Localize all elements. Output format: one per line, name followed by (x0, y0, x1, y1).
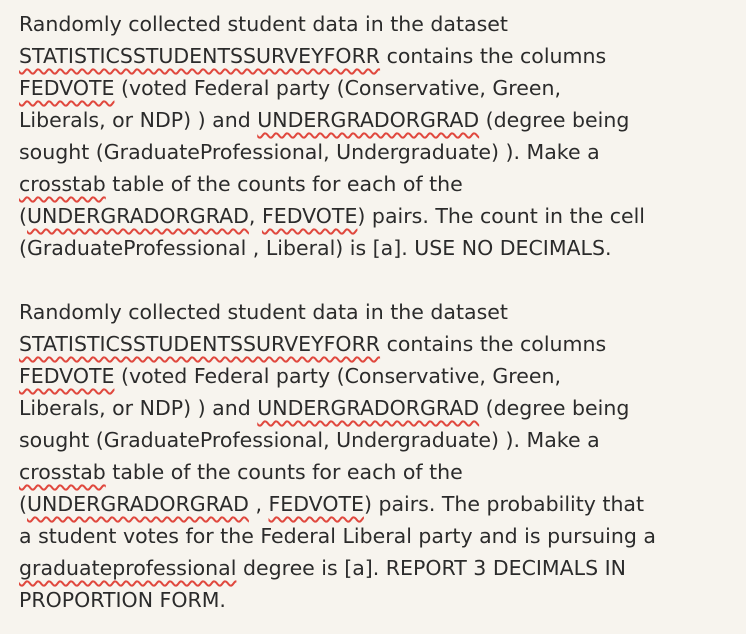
text-run: (GraduateProfessional , Liberal) is [a]. USE NO DECIMALS. (19, 236, 612, 260)
paragraph-2 (19, 296, 730, 616)
misspelled-word: FEDVOTE (268, 492, 364, 516)
text-run: sought (GraduateProfessional, Undergraduate) ). Make a (19, 428, 600, 452)
text-run: table of the counts for each of the (105, 172, 463, 196)
text-run: (voted Federal party (Conservative, Green, (114, 76, 561, 100)
misspelled-word: FEDVOTE (19, 364, 115, 388)
misspelled-word: crosstab (19, 460, 106, 484)
misspelled-word: STATISTICSSTUDENTSSURVEYFORR (19, 44, 381, 68)
text-run: contains the columns (380, 332, 607, 356)
text-line (19, 8, 730, 40)
text-line (19, 296, 730, 328)
misspelled-word: STATISTICSSTUDENTSSURVEYFORR (19, 332, 381, 356)
misspelled-word: UNDERGRADORGRAD (257, 396, 480, 420)
text-run: ) pairs. The probability that (363, 492, 645, 516)
misspelled-word: FEDVOTE (261, 204, 358, 228)
text-line (19, 552, 730, 584)
text-run: , (248, 492, 269, 516)
text-run: (degree being (479, 396, 630, 420)
misspelled-word: FEDVOTE (19, 76, 115, 100)
text-run: ) pairs. The count in the cell (357, 204, 645, 228)
text-run: table of the counts for each of the (105, 460, 463, 484)
text-line (19, 488, 730, 520)
text-run: (voted Federal party (Conservative, Green, (114, 364, 561, 388)
text-line (19, 424, 730, 456)
text-run: sought (GraduateProfessional, Undergraduate) ). Make a (19, 140, 600, 164)
text-run: Randomly collected student data in the dataset (19, 300, 508, 324)
text-run: (degree being (479, 108, 630, 132)
text-run: Randomly collected student data in the dataset (19, 12, 508, 36)
text-line (19, 392, 730, 424)
text-run: ( (19, 492, 27, 516)
text-line (19, 200, 730, 232)
text-run: Liberals, or NDP) ) and (19, 396, 258, 420)
text-line (19, 168, 730, 200)
misspelled-word: UNDERGRADORGRAD (27, 204, 249, 228)
text-line (19, 456, 730, 488)
misspelled-word: UNDERGRADORGRAD (257, 108, 480, 132)
text-run: degree is [a]. REPORT 3 DECIMALS IN (236, 556, 626, 580)
text-line (19, 360, 730, 392)
text-line (19, 328, 730, 360)
text-line (19, 136, 730, 168)
text-line (19, 584, 730, 616)
text-run: , (248, 204, 262, 228)
misspelled-word: graduateprofessional (19, 556, 237, 580)
text-line (19, 232, 730, 264)
paragraph-1 (19, 8, 730, 264)
misspelled-word: UNDERGRADORGRAD (27, 492, 249, 516)
text-line (19, 104, 730, 136)
text-line (19, 520, 730, 552)
question-text[interactable] (19, 8, 730, 616)
text-run: Liberals, or NDP) ) and (19, 108, 258, 132)
misspelled-word: crosstab (19, 172, 106, 196)
text-run: a student votes for the Federal Liberal party and is pursuing a (19, 524, 656, 548)
text-line (19, 40, 730, 72)
text-run: contains the columns (380, 44, 607, 68)
text-line (19, 72, 730, 104)
text-run: ( (19, 204, 27, 228)
text-run: PROPORTION FORM. (19, 588, 226, 612)
